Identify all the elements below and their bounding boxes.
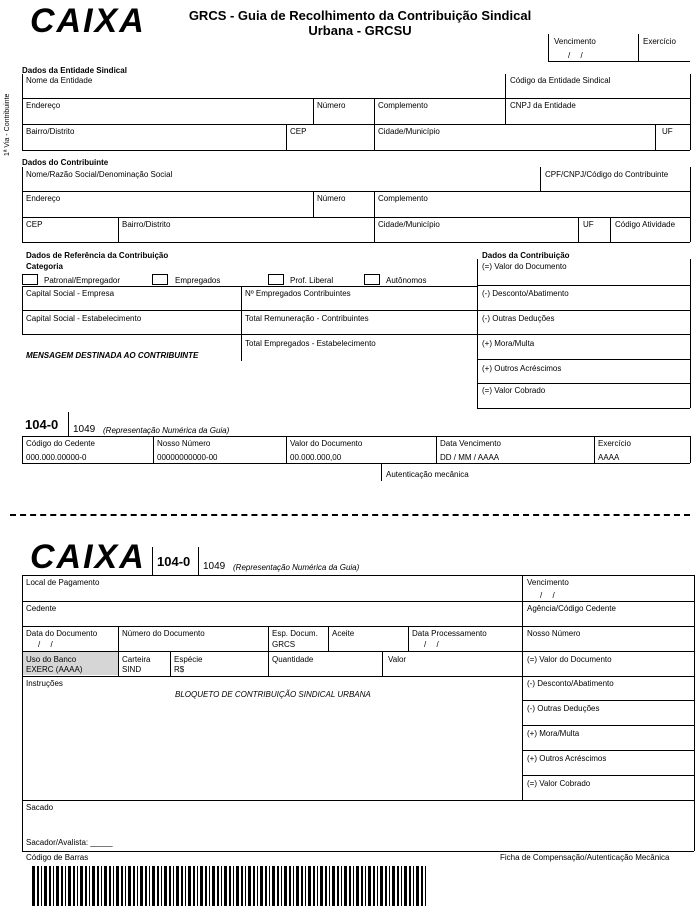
nosso-numero-label: Nosso Número	[157, 439, 211, 448]
barcode-bar	[56, 866, 59, 906]
empregados-option-label: Empregados	[175, 276, 221, 285]
cedente-code-label: Código do Cedente	[26, 439, 95, 448]
boleto-numeric-line: 1049	[203, 561, 226, 572]
barcode-bar	[272, 866, 275, 906]
barcode-bar	[152, 866, 155, 906]
prof-liberal-option-label: Prof. Liberal	[290, 276, 334, 285]
barcode-bar	[409, 866, 411, 906]
contribuinte-bairro-label: Bairro/Distrito	[122, 220, 171, 229]
contribuinte-cep-label: CEP	[26, 220, 43, 229]
barcode-bar	[188, 866, 191, 906]
sacador-avalista-label: Sacador/Avalista: _____	[26, 838, 113, 847]
barcode-bar	[293, 866, 294, 906]
barcode-bar	[176, 866, 179, 906]
entidade-numero-label: Número	[317, 101, 346, 110]
referencia-section-title: Dados de Referência da Contribuição	[26, 251, 169, 260]
contribuinte-section-title: Dados do Contribuinte	[22, 158, 109, 167]
entidade-nome-label: Nome da Entidade	[26, 76, 93, 85]
barcode-bar	[173, 866, 174, 906]
barcode-bar	[413, 866, 414, 906]
barcode-bar	[421, 866, 423, 906]
boleto-valor-documento-label: (=) Valor do Documento	[527, 655, 612, 664]
entidade-bairro-label: Bairro/Distrito	[26, 127, 75, 136]
barcode-bar	[404, 866, 407, 906]
barcode-bar	[205, 866, 207, 906]
instrucoes-label: Instruções	[26, 679, 63, 688]
sacado-label: Sacado	[26, 803, 54, 812]
barcode-bar	[77, 866, 78, 906]
header-vencimento-value[interactable]: / /	[568, 51, 583, 60]
patronal-option-label: Patronal/Empregador	[44, 276, 121, 285]
barcode-bar	[401, 866, 402, 906]
barcode-bar	[116, 866, 119, 906]
barcode-bar	[41, 866, 42, 906]
entidade-cnpj-label: CNPJ da Entidade	[510, 101, 576, 110]
barcode-bar	[212, 866, 215, 906]
barcode-bar	[32, 866, 35, 906]
barcode-bar	[416, 866, 419, 906]
barcode-bar	[353, 866, 354, 906]
data-vencimento-value: DD / MM / AAAA	[440, 453, 500, 462]
barcode-bar	[121, 866, 123, 906]
barcode-bar	[161, 866, 162, 906]
data-vencimento-label: Data Vencimento	[440, 439, 501, 448]
barcode-bar	[317, 866, 318, 906]
barcode-bar	[185, 866, 186, 906]
data-processamento-label: Data Processamento	[412, 629, 487, 638]
barcode-bar	[53, 866, 54, 906]
barcode-bar	[385, 866, 387, 906]
barcode-bar	[137, 866, 138, 906]
carteira-value: SIND	[122, 665, 142, 674]
caixa-logo: CAIXA	[30, 2, 146, 40]
barcode-bar	[361, 866, 363, 906]
empregados-checkbox[interactable]	[152, 274, 168, 285]
exercicio-label: Exercício	[598, 439, 631, 448]
entidade-cidade-label: Cidade/Município	[378, 127, 440, 136]
barcode-bar	[296, 866, 299, 906]
nosso-numero-value: 00000000000-00	[157, 453, 218, 462]
contribuinte-numero-label: Número	[317, 194, 346, 203]
contribuinte-uf-label: UF	[583, 220, 594, 229]
barcode-bar	[229, 866, 231, 906]
barcode-bar	[368, 866, 371, 906]
boleto-valor-cobrado-label: (=) Valor Cobrado	[527, 779, 591, 788]
capital-estab-label: Capital Social - Estabelecimento	[26, 314, 142, 323]
aceite-label: Aceite	[332, 629, 355, 638]
header-exercicio-label: Exercício	[643, 37, 676, 46]
boleto-acrescimos-label: (+) Outros Acréscimos	[527, 754, 607, 763]
barcode-bar	[332, 866, 335, 906]
barcode-bar	[284, 866, 287, 906]
barcode-bar	[253, 866, 255, 906]
barcode-bar	[277, 866, 279, 906]
barcode-bar	[224, 866, 227, 906]
boleto-bank-code: 104-0	[157, 554, 191, 569]
barcode-bar	[241, 866, 243, 906]
barcode-bar	[305, 866, 306, 906]
guia-numeric-desc: (Representação Numérica da Guia)	[103, 426, 230, 435]
boleto-outras-deducoes-label: (-) Outras Deduções	[527, 704, 600, 713]
first-copy-side-label: 1ª Via - Contribuinte	[4, 93, 11, 156]
barcode-bar	[128, 866, 131, 906]
barcode-bar	[169, 866, 171, 906]
contribuicao-section-title: Dados da Contribuição	[482, 251, 570, 260]
contrib-mora-label: (+) Mora/Multa	[482, 339, 535, 348]
autonomos-option-label: Autônomos	[386, 276, 427, 285]
uso-banco-label: Uso do Banco	[26, 655, 77, 664]
contrib-acrescimos-label: (+) Outros Acréscimos	[482, 364, 562, 373]
barcode-bar	[344, 866, 347, 906]
num-empregados-label: Nº Empregados Contribuintes	[245, 289, 351, 298]
barcode-bar	[341, 866, 342, 906]
barcode-bar	[265, 866, 267, 906]
barcode-bar	[101, 866, 102, 906]
form-title-line1: GRCS - Guia de Recolhimento da Contribuição Sindical	[188, 8, 532, 23]
valor-documento-label: Valor do Documento	[290, 439, 363, 448]
header-vencimento-label: Vencimento	[554, 37, 596, 46]
entidade-uf-label: UF	[662, 127, 673, 136]
barcode-bar	[73, 866, 75, 906]
contribuinte-endereco-label: Endereço	[26, 194, 61, 203]
valor-documento-value: 00.000.000,00	[290, 453, 342, 462]
barcode-bar	[397, 866, 399, 906]
barcode-bar	[389, 866, 390, 906]
barcode-bar	[44, 866, 47, 906]
barcode-bar	[61, 866, 63, 906]
categoria-label: Categoria	[26, 262, 63, 271]
mensagem-contribuinte: MENSAGEM DESTINADA AO CONTRIBUINTE	[26, 351, 199, 360]
data-documento-value: / /	[38, 640, 53, 649]
barcode-bar	[197, 866, 198, 906]
contrib-outras-deducoes-label: (-) Outras Deduções	[482, 314, 555, 323]
capital-empresa-label: Capital Social - Empresa	[26, 289, 115, 298]
barcode-bar	[209, 866, 210, 906]
quantidade-label: Quantidade	[272, 655, 314, 664]
barcode-bar	[125, 866, 126, 906]
boleto-vencimento-label: Vencimento	[527, 578, 569, 587]
boleto-caixa-logo: CAIXA	[30, 538, 146, 576]
barcode-bar	[65, 866, 66, 906]
barcode-bar	[308, 866, 311, 906]
barcode-bar	[392, 866, 395, 906]
valor-label: Valor	[388, 655, 407, 664]
barcode-bar	[68, 866, 71, 906]
total-empregados-label: Total Empregados - Estabelecimento	[245, 339, 376, 348]
barcode-bar	[97, 866, 99, 906]
boleto-mora-label: (+) Mora/Multa	[527, 729, 580, 738]
entidade-section-title: Dados da Entidade Sindical	[22, 66, 127, 75]
barcode-bar	[337, 866, 339, 906]
barcode-bar	[425, 866, 426, 906]
barcode-graphic	[32, 866, 430, 906]
barcode-bar	[109, 866, 111, 906]
barcode-bar	[329, 866, 330, 906]
total-remuneracao-label: Total Remuneração - Contribuintes	[245, 314, 369, 323]
especie-value: R$	[174, 665, 185, 674]
boleto-vencimento-value[interactable]: / /	[540, 591, 555, 600]
contribuinte-cpf-label: CPF/CNPJ/Código do Contribuinte	[545, 170, 669, 179]
codigo-barras-label: Código de Barras	[26, 853, 89, 862]
barcode-bar	[104, 866, 107, 906]
boleto-desconto-label: (-) Desconto/Abatimento	[527, 679, 614, 688]
barcode-bar	[140, 866, 143, 906]
exercicio-value: AAAA	[598, 453, 620, 462]
bank-code: 104-0	[25, 417, 59, 432]
local-pagamento-label: Local de Pagamento	[26, 578, 100, 587]
form-title-line2: Urbana - GRCSU	[308, 23, 412, 38]
contribuinte-nome-label: Nome/Razão Social/Denominação Social	[26, 170, 173, 179]
contrib-desconto-label: (-) Desconto/Abatimento	[482, 289, 569, 298]
cut-line	[10, 514, 690, 516]
data-processamento-value: / /	[424, 640, 439, 649]
entidade-complemento-label: Complemento	[378, 101, 428, 110]
barcode-bar	[245, 866, 246, 906]
cedente-code-value: 000.000.00000-0	[26, 453, 87, 462]
contrib-valor-documento-label: (=) Valor do Documento	[482, 262, 567, 271]
barcode-bar	[248, 866, 251, 906]
barcode-bar	[260, 866, 263, 906]
barcode-bar	[325, 866, 327, 906]
agencia-cedente-label: Agência/Código Cedente	[527, 604, 616, 613]
contribuinte-cidade-label: Cidade/Município	[378, 220, 440, 229]
boleto-cedente-label: Cedente	[26, 604, 57, 613]
barcode-bar	[313, 866, 315, 906]
barcode-bar	[349, 866, 351, 906]
barcode-bar	[320, 866, 323, 906]
autenticacao-mecanica-label: Autenticação mecânica	[386, 470, 469, 479]
data-documento-label: Data do Documento	[26, 629, 98, 638]
barcode-bar	[281, 866, 282, 906]
especie-label: Espécie	[174, 655, 203, 664]
barcode-bar	[356, 866, 359, 906]
barcode-bar	[149, 866, 150, 906]
barcode-bar	[133, 866, 135, 906]
prof-liberal-checkbox[interactable]	[268, 274, 284, 285]
entidade-cep-label: CEP	[290, 127, 307, 136]
barcode-bar	[236, 866, 239, 906]
uso-banco-value: EXERC (AAAA)	[26, 665, 83, 674]
barcode-bar	[269, 866, 270, 906]
contribuinte-complemento-label: Complemento	[378, 194, 428, 203]
barcode-bar	[49, 866, 51, 906]
barcode-bar	[193, 866, 195, 906]
barcode-bar	[164, 866, 167, 906]
barcode-bar	[233, 866, 234, 906]
boleto-numeric-desc: (Representação Numérica da Guia)	[233, 563, 360, 572]
especie-documento-label: Esp. Docum.	[272, 629, 318, 638]
barcode-bar	[373, 866, 375, 906]
numero-documento-label: Número do Documento	[122, 629, 205, 638]
barcode-bar	[157, 866, 159, 906]
barcode-bar	[365, 866, 366, 906]
barcode-bar	[85, 866, 87, 906]
barcode-bar	[289, 866, 291, 906]
bloqueto-title: BLOQUETO DE CONTRIBUIÇÃO SINDICAL URBANA	[175, 690, 371, 699]
carteira-label: Carteira	[122, 655, 151, 664]
barcode-bar	[380, 866, 383, 906]
entidade-codigo-label: Código da Entidade Sindical	[510, 76, 611, 85]
ficha-compensacao-label: Ficha de Compensação/Autenticação Mecânica	[500, 853, 670, 862]
barcode-bar	[37, 866, 39, 906]
barcode-bar	[200, 866, 203, 906]
barcode-bar	[92, 866, 95, 906]
barcode-bar	[377, 866, 378, 906]
boleto-nosso-numero-label: Nosso Número	[527, 629, 581, 638]
barcode-bar	[301, 866, 303, 906]
barcode-bar	[181, 866, 183, 906]
entidade-endereco-label: Endereço	[26, 101, 61, 110]
barcode-bar	[89, 866, 90, 906]
barcode-bar	[221, 866, 222, 906]
contrib-valor-cobrado-label: (=) Valor Cobrado	[482, 386, 546, 395]
barcode-bar	[113, 866, 114, 906]
autonomos-checkbox[interactable]	[364, 274, 380, 285]
barcode-bar	[217, 866, 219, 906]
patronal-checkbox[interactable]	[22, 274, 38, 285]
especie-documento-value: GRCS	[272, 640, 296, 649]
barcode-bar	[145, 866, 147, 906]
barcode-bar	[80, 866, 83, 906]
contribuinte-atividade-label: Código Atividade	[615, 220, 676, 229]
barcode-bar	[257, 866, 258, 906]
guia-numeric-line: 1049	[73, 424, 96, 435]
